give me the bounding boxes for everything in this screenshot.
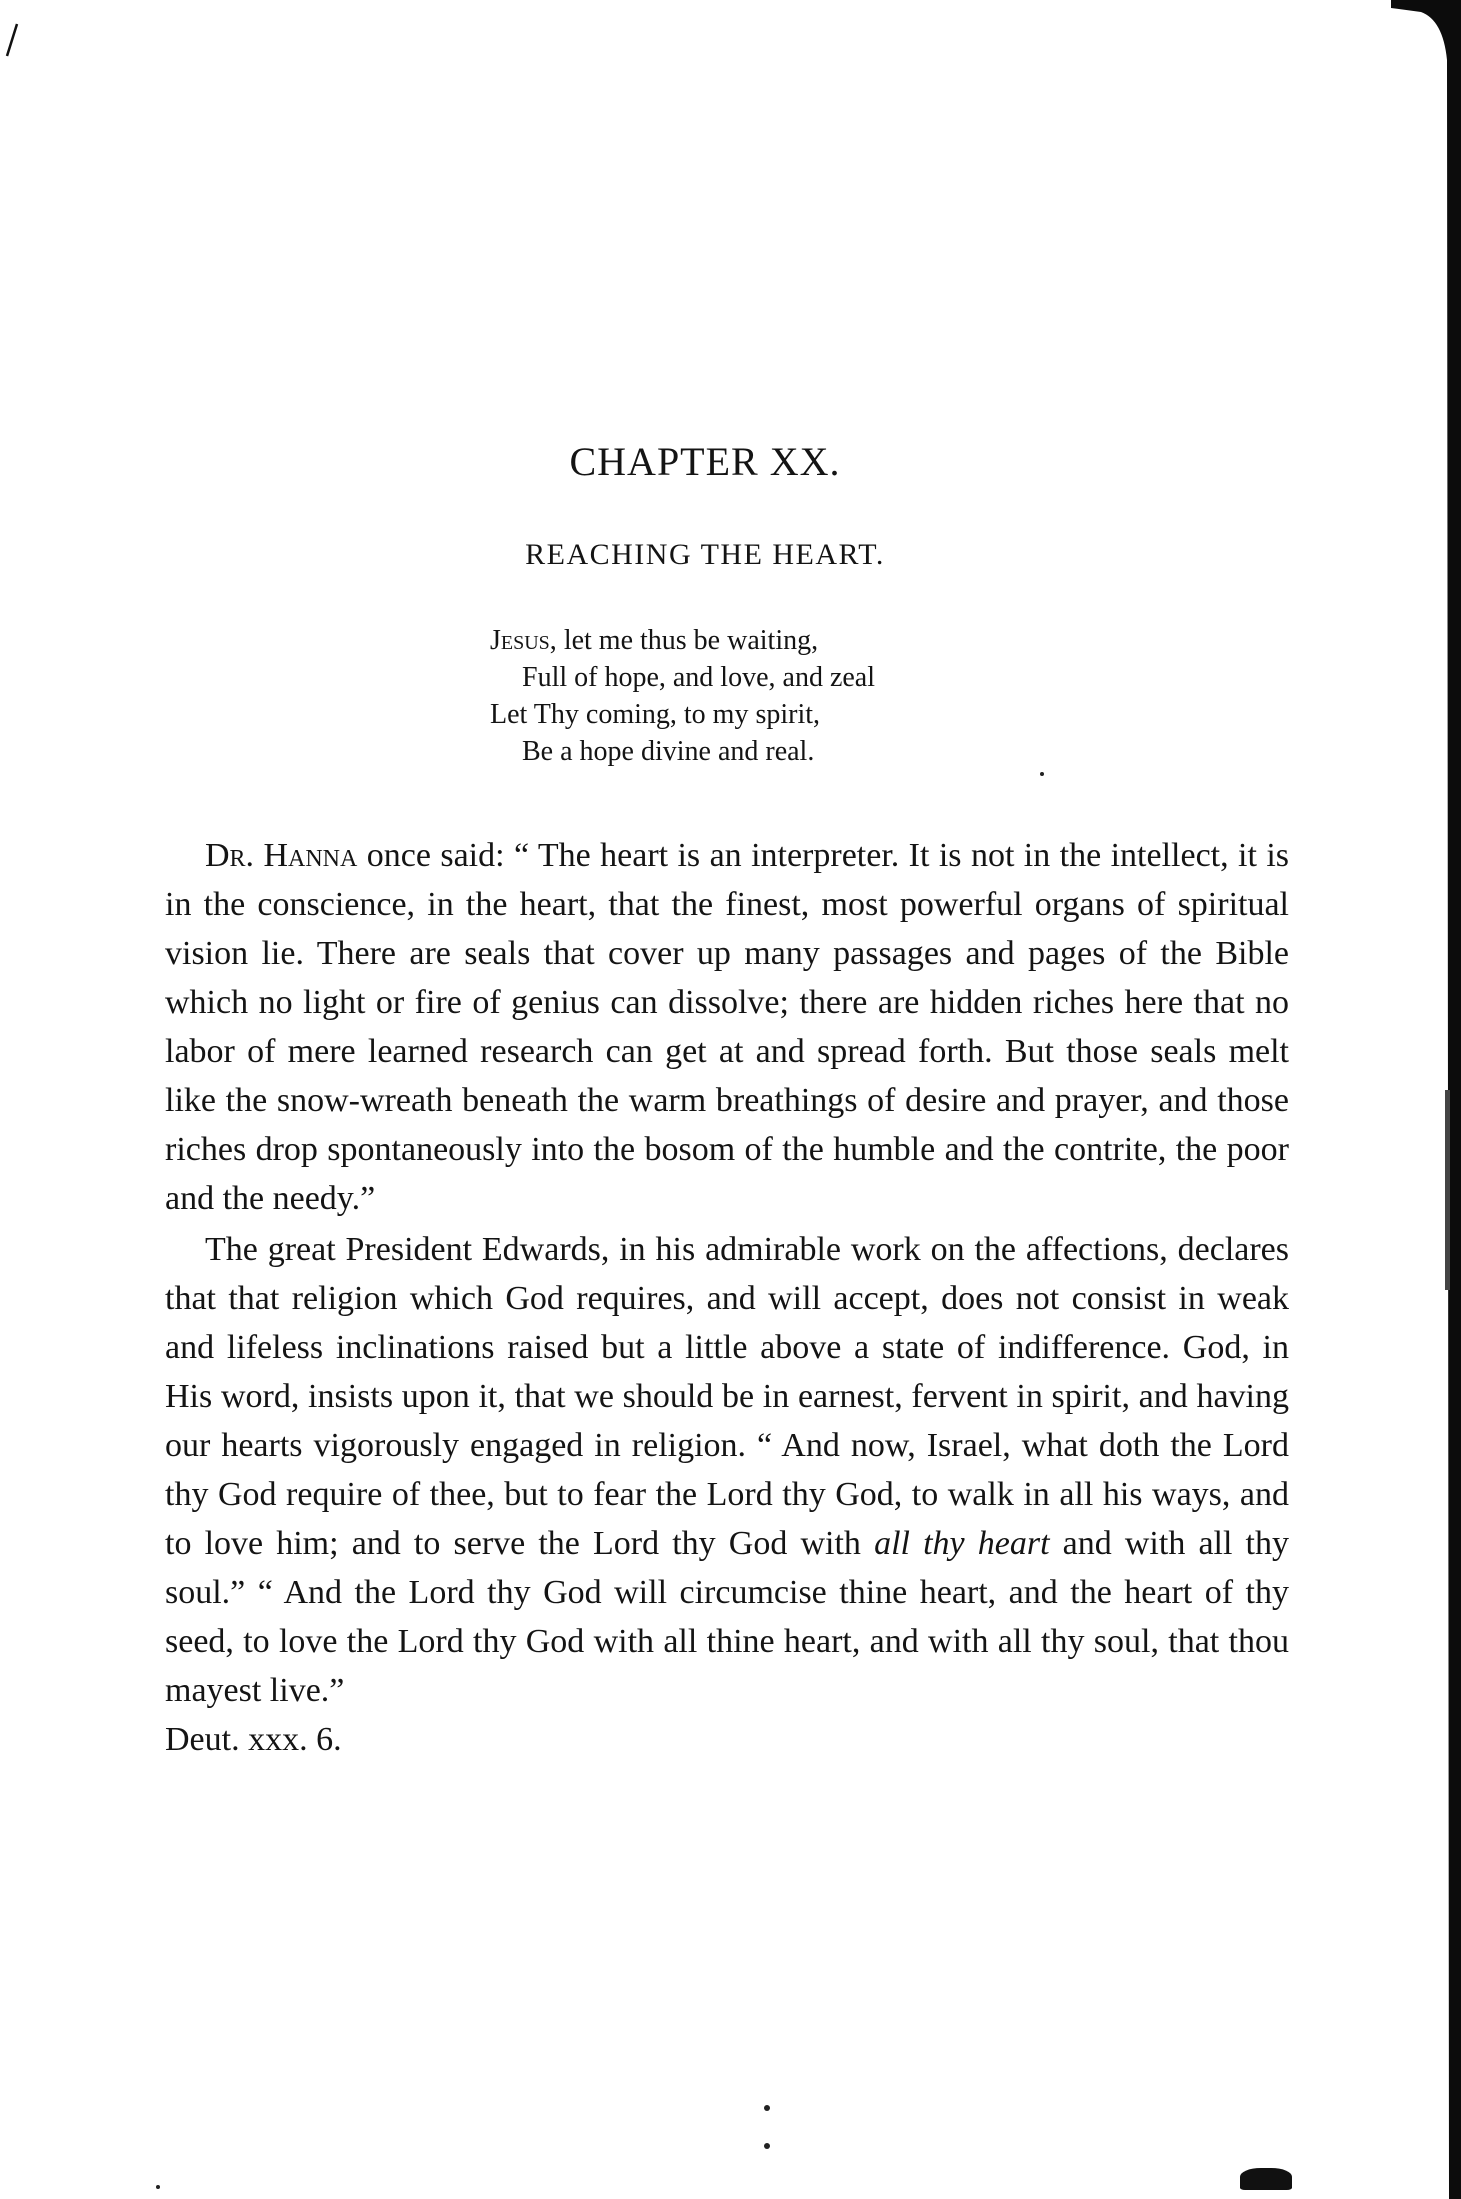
speaker-name: Dr. Hanna xyxy=(205,837,358,874)
epigraph-verse xyxy=(490,622,875,770)
paragraph-2-text-after: and with all thy soul.” “ And the Lord thy God will circumcise thine heart, and the heart of thy seed, to love the Lord thy God with all thine heart, and with all thy soul, that thou mayest live.” xyxy=(165,1525,1290,1709)
verse-line-4: Be a hope divine and real. xyxy=(522,736,815,767)
dust-speck xyxy=(1240,2168,1292,2190)
paragraph-1 xyxy=(165,831,1289,1223)
chapter-title: CHAPTER XX. xyxy=(569,439,841,484)
dust-speck xyxy=(764,2105,770,2111)
verse-line-1 xyxy=(490,622,875,659)
dust-speck xyxy=(764,2143,770,2149)
chapter-subtitle: REACHING THE HEART. xyxy=(525,538,885,571)
paragraph-2-emphasis: all thy heart xyxy=(874,1525,1050,1562)
verse-line-3: Let Thy coming, to my spirit, xyxy=(490,699,821,730)
paragraph-2-text-before: The great President Edwards, in his admirable work on the affections, declares that that religion which God requires, and will accept, does not consist in weak and lifeless inclinations raised but a little above a state of indifference. God, in His word, insists upon it, that we should be in earnest, fervent in spirit, and having our hearts vigorously engaged in religion. “ And now, Israel, what doth the Lord thy God require of thee, but to fear the Lord thy God, to walk in all his ways, and to love him; and to serve the Lord thy God with xyxy=(165,1231,1289,1562)
verse-line-2: Full of hope, and love, and zeal xyxy=(522,662,876,693)
paragraph-1-text: once said: “ The heart is an interpreter. It is not in the intellect, it is in the conscience, in the heart, that the finest, most powerful organs of spiritual vision lie. There are seals that cover up many passages and pages of the Bible which no light or fire of genius can dissolve; there are hidden riches here that no labor of mere learned research can get at and spread forth. But those seals melt like the snow-wreath beneath the warm breathings of desire and prayer, and those riches drop spontaneously into the bosom of the humble and the contrite, the poor and the needy.” xyxy=(165,837,1289,1217)
paragraph-2 xyxy=(165,1225,1289,1764)
scripture-citation: Deut. xxx. 6. xyxy=(165,1721,342,1758)
verse-name: Jesus, xyxy=(490,625,557,656)
scanned-page-edge xyxy=(1391,0,1461,2199)
corner-tick-mark xyxy=(2,20,22,60)
dust-speck xyxy=(156,2185,160,2189)
chapter-body xyxy=(165,831,1289,1764)
verse-line-1-rest: let me thus be waiting, xyxy=(556,625,819,656)
dust-speck xyxy=(1040,772,1044,776)
